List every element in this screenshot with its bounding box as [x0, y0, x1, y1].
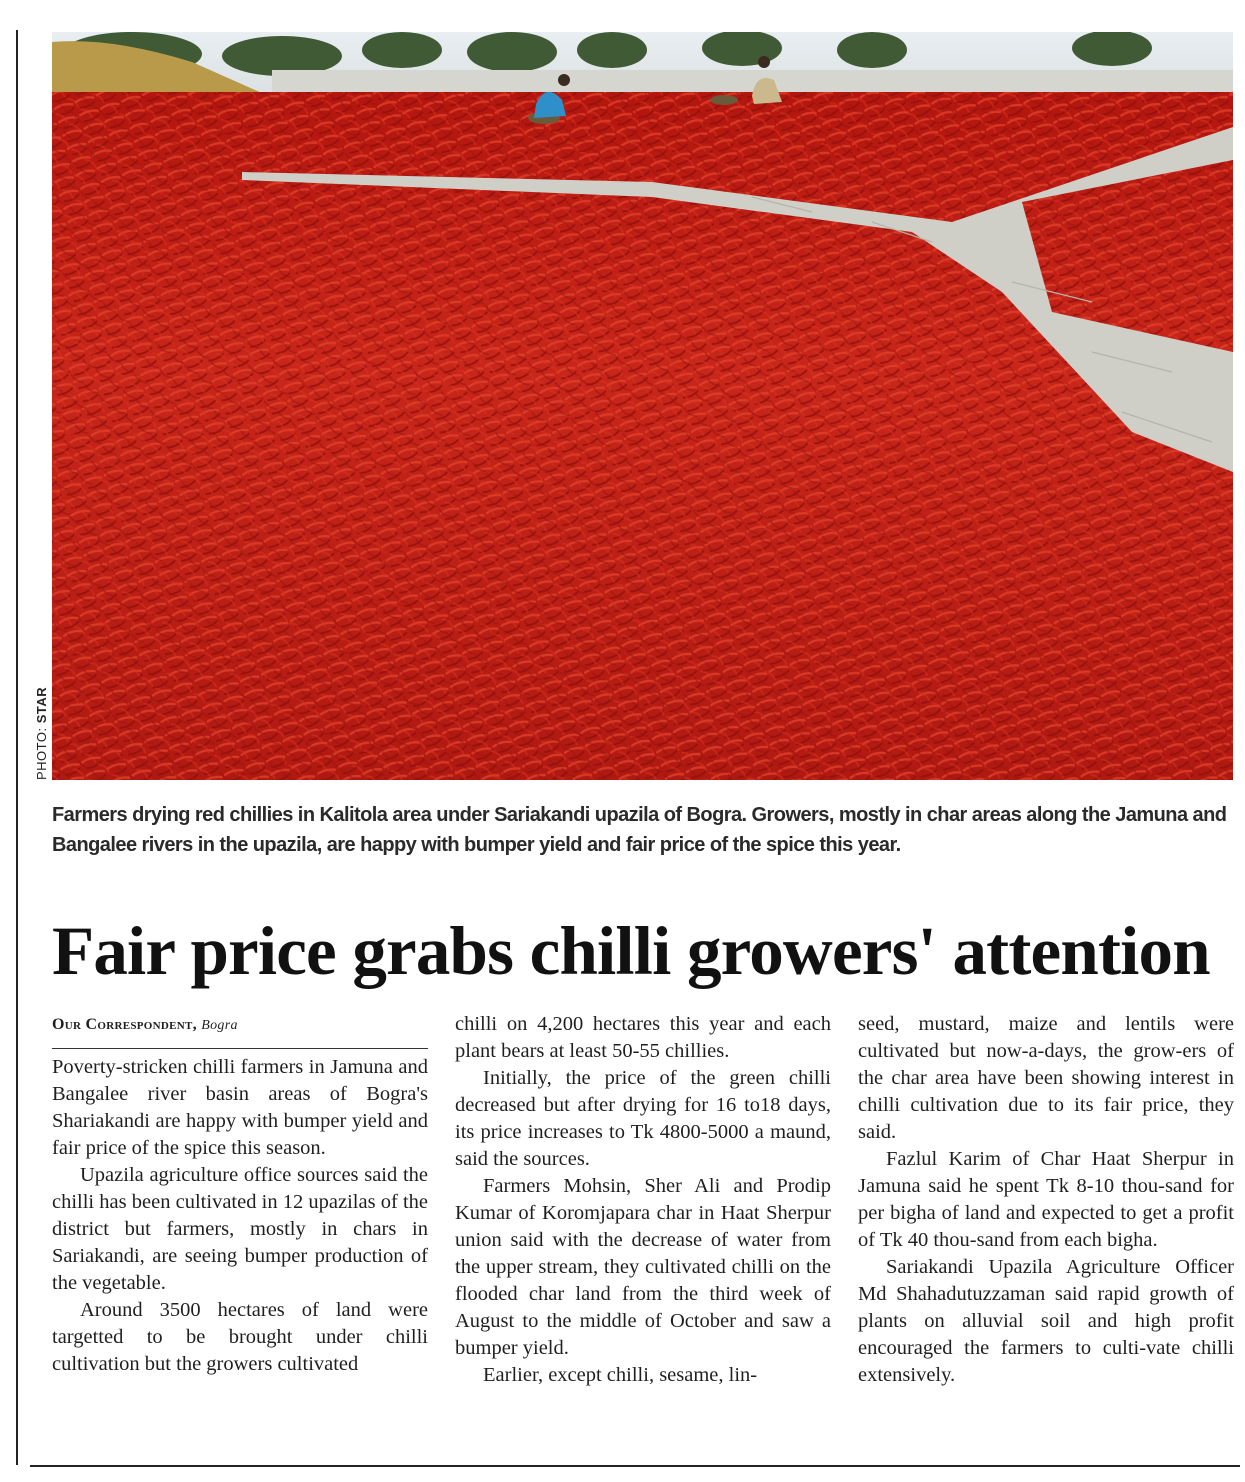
byline — [52, 1011, 428, 1049]
byline-author: Our Correspondent, — [52, 1016, 197, 1033]
paragraph-4: Initially, the price of the green chilli decreased but after drying for 16 to18 days, its price increases to Tk 4800-5000 a maund, said the sources. — [455, 1067, 831, 1170]
paragraph-6-continued: seed, mustard, maize and lentils were cultivated but now-a-days, the grow-ers of the char area have been showing interest in chilli cultivation due to its fair price, they said. — [858, 1013, 1234, 1143]
paragraph-7: Fazlul Karim of Char Haat Sherpur in Jamuna said he spent Tk 8-10 thou-sand for per bigha of land and expected to get a profit of Tk 40 thou-sand from each bigha. — [858, 1148, 1234, 1251]
article-column-3 — [858, 1011, 1234, 1389]
paragraph-1: Poverty-stricken chilli farmers in Jamuna and Bangalee river basin areas of Bogra's Shariakandi are happy with bumper yield and fair price of the spice this season. — [52, 1056, 428, 1159]
paragraph-3: Around 3500 hectares of land were targetted to be brought under chilli cultivation but the growers cultivated — [52, 1299, 428, 1375]
paragraph-8: Sariakandi Upazila Agriculture Officer Md Shahadutuzzaman said rapid growth of plants on alluvial soil and high profit encouraged the farmers to culti-vate chilli extensively. — [858, 1256, 1234, 1386]
news-photo — [52, 32, 1233, 780]
left-column-rule — [16, 30, 18, 1465]
photo-caption: Farmers drying red chillies in Kalitola area under Sariakandi upazila of Bogra. Growers, mostly in char areas along the Jamuna and Bangalee rivers in the upazila, are happy with bumper yield and fair price of the spice this year. — [52, 804, 1227, 856]
bottom-rule — [30, 1465, 1240, 1467]
chillies-photo-illustration — [52, 32, 1233, 780]
article-column-2 — [455, 1011, 831, 1389]
article-column-1 — [52, 1011, 428, 1378]
photo-credit-prefix: PHOTO: — [34, 723, 49, 780]
paragraph-2: Upazila agriculture office sources said the chilli has been cultivated in 12 upazilas of the district but farmers, mostly in chars in Sariakandi, are seeing bumper production of the vegetable. — [52, 1164, 428, 1294]
paragraph-6: Earlier, except chilli, sesame, lin- — [483, 1364, 758, 1386]
photo-credit — [34, 687, 49, 780]
paragraph-3-continued: chilli on 4,200 hectares this year and each plant bears at least 50-55 chillies. — [455, 1013, 831, 1062]
paragraph-5: Farmers Mohsin, Sher Ali and Prodip Kumar of Koromjapara char in Haat Sherpur union said with the decrease of water from the upper stream, they cultivated chilli on the flooded char land from the third week of August to the middle of October and saw a bumper yield. — [455, 1175, 831, 1359]
photo-credit-name: STAR — [34, 686, 49, 724]
byline-place: Bogra — [201, 1018, 238, 1033]
headline: Fair price grabs chilli growers' attention — [52, 913, 1210, 989]
